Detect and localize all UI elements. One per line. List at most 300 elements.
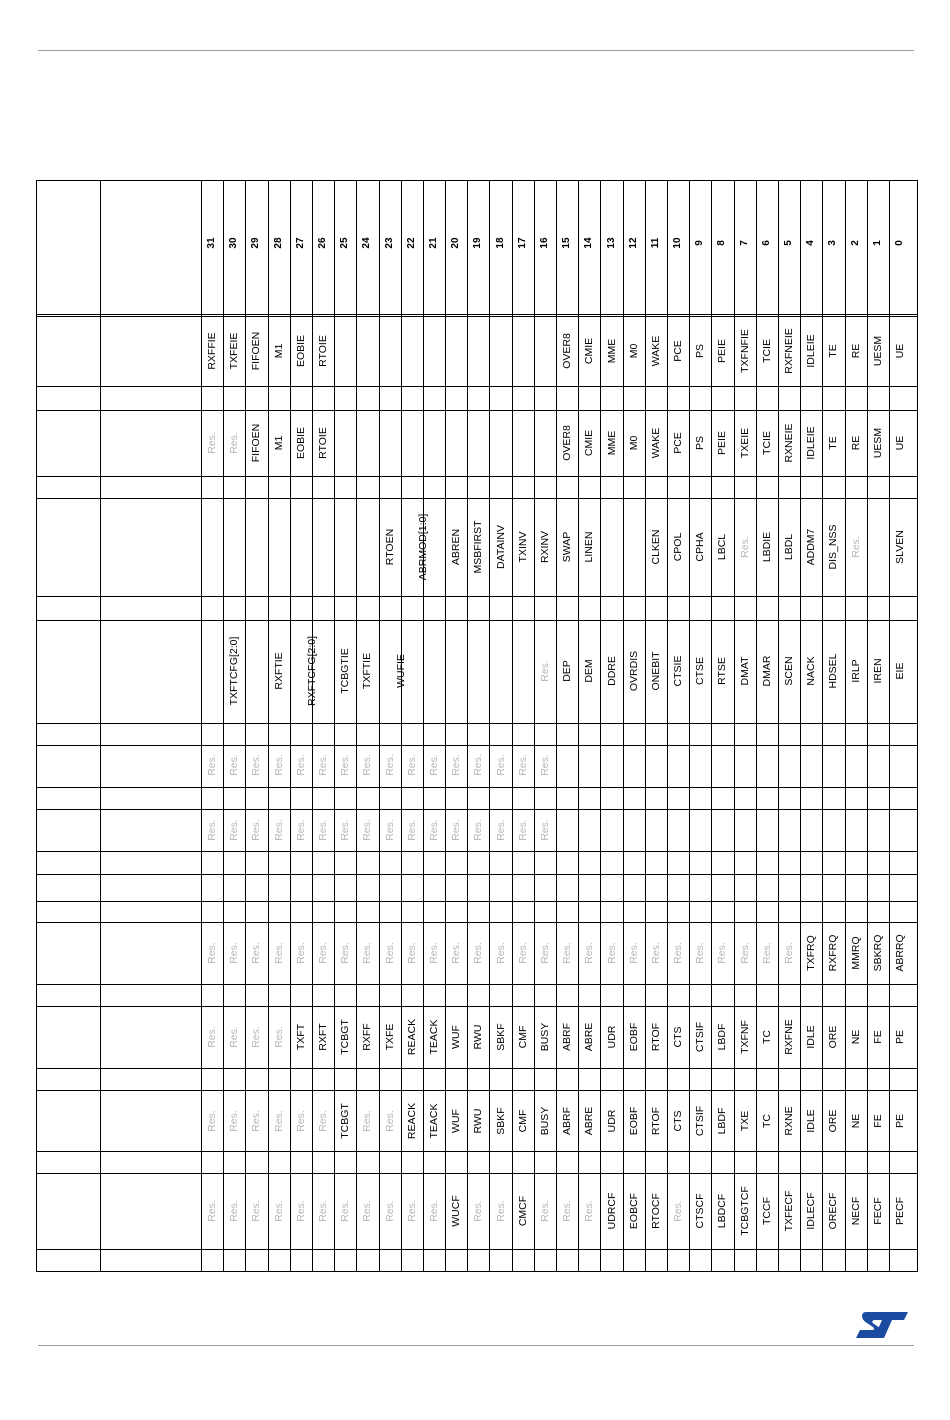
field-name-text: Res.: [649, 942, 662, 964]
field-name-text: WUF: [449, 1025, 462, 1049]
field-name-text: PS: [694, 435, 707, 451]
field-name-text: TC: [760, 1114, 773, 1128]
field-name-text: MSBFIRST: [472, 520, 485, 574]
field-name-text: DMAR: [760, 655, 773, 687]
field-name-text: Res.: [294, 942, 307, 964]
table-rule: [37, 745, 917, 746]
field-name-text: RWU: [472, 1108, 485, 1134]
table-rule: [889, 181, 890, 1271]
table-rule: [512, 181, 513, 1271]
field-name-text: Res.: [427, 942, 440, 964]
bit-number-text: 29: [250, 237, 262, 249]
field-name-text: RWU: [472, 1024, 485, 1050]
field-name-text: CTSIE: [671, 655, 684, 687]
table-rule: [489, 181, 490, 1271]
table-rule: [201, 181, 202, 1271]
bit-number-text: 19: [472, 237, 484, 249]
field-name-text: RTOF: [649, 1022, 662, 1052]
table-rule: [778, 181, 779, 1271]
field-name-text: Res.: [294, 1200, 307, 1222]
field-name-text: HDSEL: [827, 653, 840, 689]
bit-number-text: 7: [738, 240, 750, 246]
field-name-text: CLKEN: [649, 529, 662, 565]
table-rule: [556, 181, 557, 1271]
table-rule: [37, 1068, 917, 1069]
field-name-text: Res.: [205, 432, 218, 454]
field-name-text: PE: [893, 1029, 906, 1045]
bit-number-text: 23: [383, 237, 395, 249]
table-rule: [37, 809, 917, 810]
field-name-text: EOBIE: [294, 334, 307, 368]
field-name-text: Res.: [627, 942, 640, 964]
field-name-text: RTOF: [649, 1106, 662, 1136]
field-name-text: Res.: [228, 1026, 241, 1048]
field-name-text: Res.: [316, 942, 329, 964]
field-name-text: Res.: [316, 1110, 329, 1132]
field-name-text: Res.: [250, 1200, 263, 1222]
field-name-text: RXNEIE: [782, 423, 795, 463]
field-name-text: OVRDIS: [627, 650, 640, 692]
bit-number-text: 28: [272, 237, 284, 249]
field-name-text: CPHA: [694, 532, 707, 562]
bit-number-text: 5: [783, 240, 795, 246]
field-name-text: Res.: [427, 819, 440, 841]
field-name-text: CMF: [516, 1109, 529, 1133]
bit-number-text: 4: [805, 240, 817, 246]
table-rule: [534, 181, 535, 1271]
table-rule: [711, 181, 712, 1271]
field-name-text: Res.: [472, 819, 485, 841]
field-name-text: Res.: [383, 942, 396, 964]
field-name-text: WUFIE: [394, 654, 407, 688]
field-name-text: WAKE: [649, 335, 662, 367]
field-name-text: Res.: [316, 754, 329, 776]
field-name-text: Res.: [294, 1110, 307, 1132]
table-rule: [401, 181, 402, 1271]
field-name-text: RXFFIE: [205, 332, 218, 370]
table-rule: [734, 181, 735, 1271]
field-name-text: Res.: [250, 819, 263, 841]
field-name-text: NE: [849, 1029, 862, 1045]
bit-number-text: 10: [672, 237, 684, 249]
field-name-text: Res.: [671, 1200, 684, 1222]
field-name-text: Res.: [716, 942, 729, 964]
field-name-text: PEIE: [716, 431, 729, 455]
field-name-text: RTOIE: [316, 427, 329, 459]
field-name-text: WUF: [449, 1109, 462, 1133]
field-name-text: UESM: [871, 427, 884, 459]
field-name-text: DDRE: [605, 656, 618, 686]
field-name-text: TXFTIE: [361, 652, 374, 690]
table-rule: [37, 1151, 917, 1152]
table-rule: [37, 1006, 917, 1007]
table-rule: [467, 181, 468, 1271]
field-name-text: Res.: [338, 754, 351, 776]
field-name-text: Res.: [272, 1200, 285, 1222]
field-name-text: TXEIE: [738, 427, 751, 459]
field-name-text: Res.: [560, 1200, 573, 1222]
table-rule: [223, 181, 224, 1271]
field-name-text: ABRMOD[1:0]: [416, 513, 429, 581]
bit-number-text: 0: [893, 240, 905, 246]
field-name-text: SBKF: [494, 1023, 507, 1051]
field-name-text: Res.: [205, 1200, 218, 1222]
field-name-text: CTSCF: [694, 1193, 707, 1229]
field-name-text: DIS_NSS: [827, 524, 840, 570]
bit-number-text: 24: [361, 237, 373, 249]
field-name-text: EIE: [893, 662, 906, 680]
field-name-text: Res.: [272, 754, 285, 776]
field-name-text: Res.: [383, 754, 396, 776]
field-name-text: M0: [627, 343, 640, 359]
field-name-text: CTS: [671, 1110, 684, 1132]
field-name-text: Res.: [250, 1026, 263, 1048]
field-name-text: RXFF: [361, 1023, 374, 1051]
field-name-text: UESM: [871, 335, 884, 367]
field-name-text: CMIE: [583, 429, 596, 457]
field-name-text: RXNE: [782, 1106, 795, 1136]
field-name-text: Res.: [538, 942, 551, 964]
field-name-text: RTOIE: [316, 335, 329, 367]
register-map-table: [36, 180, 918, 1272]
field-name-text: CTSE: [694, 656, 707, 686]
table-rule: [867, 181, 868, 1271]
field-name-text: IDLE: [804, 1109, 817, 1133]
field-name-text: ORE: [827, 1109, 840, 1133]
field-name-text: TCIE: [760, 431, 773, 455]
field-name-text: TCBGT: [338, 1019, 351, 1055]
table-rule: [312, 181, 313, 1271]
field-name-text: LBDCF: [716, 1193, 729, 1229]
field-name-text: Res.: [316, 1200, 329, 1222]
field-name-text: BUSY: [538, 1106, 551, 1136]
field-name-text: Res.: [272, 1110, 285, 1132]
table-rule: [37, 922, 917, 923]
field-name-text: Res.: [338, 1200, 351, 1222]
field-name-text: IDLE: [804, 1025, 817, 1049]
table-rule: [689, 181, 690, 1271]
table-rule: [37, 851, 917, 852]
table-rule: [623, 181, 624, 1271]
field-name-text: CMIE: [583, 337, 596, 365]
field-name-text: PE: [893, 1113, 906, 1129]
field-name-text: Res.: [228, 942, 241, 964]
field-name-text: UE: [893, 343, 906, 359]
table-rule: [37, 316, 917, 317]
field-name-text: Res.: [228, 1200, 241, 1222]
table-rule: [667, 181, 668, 1271]
field-name-text: Res.: [427, 1200, 440, 1222]
field-name-text: Res.: [361, 1110, 374, 1132]
field-name-text: Res.: [228, 432, 241, 454]
field-name-text: Res.: [272, 942, 285, 964]
field-name-text: Res.: [738, 536, 751, 558]
table-rule: [37, 723, 917, 724]
bit-number-text: 16: [538, 237, 550, 249]
field-name-text: IRLP: [849, 659, 862, 683]
field-name-text: Res.: [449, 754, 462, 776]
footer-rule: [38, 1345, 914, 1346]
field-name-text: DMAT: [738, 656, 751, 686]
field-name-text: RTOCF: [649, 1193, 662, 1229]
field-name-text: Res.: [494, 754, 507, 776]
table-rule: [37, 596, 917, 597]
bit-number-text: 3: [827, 240, 839, 246]
field-name-text: TXFNFIE: [738, 329, 751, 373]
st-logo-icon: [852, 1308, 910, 1342]
field-name-text: Res.: [449, 942, 462, 964]
field-name-text: MME: [605, 430, 618, 456]
field-name-text: PS: [694, 343, 707, 359]
field-name-text: Res.: [472, 942, 485, 964]
field-name-text: RXFTIE: [272, 652, 285, 690]
field-name-text: RE: [849, 435, 862, 451]
field-name-text: NACK: [804, 656, 817, 686]
field-name-text: ABRRQ: [893, 934, 906, 972]
field-name-text: IDLEIE: [804, 426, 817, 460]
field-name-text: Res.: [449, 819, 462, 841]
field-name-text: REACK: [405, 1018, 418, 1056]
field-name-text: M1: [272, 435, 285, 451]
field-name-text: PCE: [671, 432, 684, 454]
field-name-text: Res.: [228, 754, 241, 776]
field-name-text: TE: [827, 436, 840, 450]
field-name-text: Res.: [760, 942, 773, 964]
field-name-text: Res.: [205, 819, 218, 841]
table-rule: [37, 314, 917, 315]
field-name-text: Res.: [228, 819, 241, 841]
field-name-text: Res.: [782, 942, 795, 964]
field-name-text: WAKE: [649, 427, 662, 459]
field-name-text: Res.: [583, 942, 596, 964]
field-name-text: TXFRQ: [804, 935, 817, 971]
field-name-text: NE: [849, 1113, 862, 1129]
table-rule: [37, 874, 917, 875]
field-name-text: UDR: [605, 1109, 618, 1133]
table-rule: [356, 181, 357, 1271]
bit-number-text: 25: [339, 237, 351, 249]
bit-number-text: 9: [694, 240, 706, 246]
field-name-text: M1: [272, 343, 285, 359]
table-rule: [334, 181, 335, 1271]
field-name-text: EOBF: [627, 1022, 640, 1052]
field-name-text: Res.: [361, 942, 374, 964]
field-name-text: Res.: [294, 754, 307, 776]
field-name-text: ADDM7: [804, 528, 817, 566]
field-name-text: TXFNF: [738, 1020, 751, 1054]
field-name-text: SBKRQ: [871, 934, 884, 972]
table-rule: [800, 181, 801, 1271]
field-name-text: Res.: [205, 754, 218, 776]
field-name-text: REACK: [405, 1102, 418, 1140]
field-name-text: FIFOEN: [250, 331, 263, 371]
field-name-text: TCBGTCF: [738, 1186, 751, 1236]
field-name-text: Res.: [538, 1200, 551, 1222]
bit-number-text: 14: [583, 237, 595, 249]
field-name-text: DATAINV: [494, 525, 507, 569]
field-name-text: DEM: [583, 659, 596, 683]
field-name-text: Res.: [294, 819, 307, 841]
field-name-text: TXE: [738, 1110, 751, 1132]
field-name-text: OVER8: [560, 333, 573, 369]
field-name-text: LBDF: [716, 1107, 729, 1135]
field-name-text: Res.: [560, 942, 573, 964]
field-name-text: CTS: [671, 1026, 684, 1048]
bit-number-text: 31: [206, 237, 218, 249]
table-rule: [845, 181, 846, 1271]
field-name-text: Res.: [383, 1200, 396, 1222]
table-rule: [578, 181, 579, 1271]
bit-number-text: 1: [871, 240, 883, 246]
field-name-text: TE: [827, 344, 840, 358]
field-name-text: ORE: [827, 1025, 840, 1049]
field-name-text: Res.: [250, 754, 263, 776]
field-name-text: Res.: [405, 819, 418, 841]
table-rule: [37, 498, 917, 499]
bit-number-text: 17: [516, 237, 528, 249]
field-name-text: Res.: [849, 536, 862, 558]
field-name-text: UE: [893, 435, 906, 451]
table-rule: [37, 1173, 917, 1174]
field-name-text: MMRQ: [849, 936, 862, 970]
table-rule: [756, 181, 757, 1271]
field-name-text: ABRF: [560, 1022, 573, 1052]
field-name-text: CMCF: [516, 1195, 529, 1227]
field-name-text: M0: [627, 435, 640, 451]
field-name-text: Res.: [494, 819, 507, 841]
field-name-text: Res.: [538, 660, 551, 682]
field-name-text: Res.: [205, 942, 218, 964]
field-name-text: FE: [871, 1114, 884, 1128]
bit-number-text: 22: [405, 237, 417, 249]
field-name-text: CPOL: [671, 532, 684, 562]
field-name-text: Res.: [361, 819, 374, 841]
bit-number-text: 6: [760, 240, 772, 246]
field-name-text: BUSY: [538, 1022, 551, 1052]
table-rule: [445, 181, 446, 1271]
table-rule: [268, 181, 269, 1271]
field-name-text: ORECF: [827, 1192, 840, 1230]
field-name-text: ABREN: [449, 528, 462, 566]
field-name-text: SLVEN: [893, 530, 906, 564]
field-name-text: TEACK: [427, 1103, 440, 1139]
field-name-text: RE: [849, 343, 862, 359]
field-name-text: Res.: [383, 819, 396, 841]
field-name-text: RXFNE: [782, 1019, 795, 1055]
field-name-text: Res.: [427, 754, 440, 776]
field-name-text: RTOEN: [383, 528, 396, 566]
field-name-text: SWAP: [560, 531, 573, 563]
field-name-text: UDR: [605, 1025, 618, 1049]
field-name-text: RXFT: [316, 1023, 329, 1051]
table-rule: [37, 476, 917, 477]
field-name-text: TXFEIE: [228, 332, 241, 370]
field-name-text: TXFT: [294, 1023, 307, 1051]
field-name-text: PEIE: [716, 339, 729, 363]
field-name-text: Res.: [361, 1200, 374, 1222]
field-name-text: OVER8: [560, 425, 573, 461]
field-name-text: Res.: [738, 942, 751, 964]
field-name-text: RXFNEIE: [782, 328, 795, 374]
field-name-text: MME: [605, 338, 618, 364]
table-rule: [379, 181, 380, 1271]
field-name-text: Res.: [250, 942, 263, 964]
field-name-text: ABRF: [560, 1106, 573, 1136]
field-name-text: IDLEIE: [804, 334, 817, 368]
bit-number-text: 18: [494, 237, 506, 249]
field-name-text: Res.: [516, 942, 529, 964]
table-rule: [37, 901, 917, 902]
field-name-text: Res.: [405, 942, 418, 964]
field-name-text: DEP: [560, 660, 573, 682]
field-name-text: TCBGT: [338, 1103, 351, 1139]
field-name-text: TEACK: [427, 1019, 440, 1055]
bit-number-text: 15: [561, 237, 573, 249]
field-name-text: LINEN: [583, 531, 596, 563]
table-rule: [37, 984, 917, 985]
field-name-text: Res.: [405, 754, 418, 776]
field-name-text: Res.: [494, 1200, 507, 1222]
table-rule: [645, 181, 646, 1271]
field-name-text: Res.: [538, 819, 551, 841]
bit-number-text: 30: [228, 237, 240, 249]
field-name-text: Res.: [694, 942, 707, 964]
bit-number-text: 27: [294, 237, 306, 249]
field-name-text: FE: [871, 1030, 884, 1044]
field-name-text: TCBGTIE: [338, 648, 351, 694]
field-name-text: TXFECF: [782, 1190, 795, 1232]
field-name-text: Res.: [272, 1026, 285, 1048]
field-name-text: Res.: [272, 819, 285, 841]
field-name-text: NECF: [849, 1196, 862, 1226]
field-name-text: LBDL: [782, 533, 795, 561]
bit-number-text: 12: [627, 237, 639, 249]
bit-number-text: 11: [649, 237, 661, 249]
table-rule: [37, 410, 917, 411]
table-rule: [423, 181, 424, 1271]
field-name-text: LBDIE: [760, 531, 773, 563]
field-name-text: EOBIE: [294, 426, 307, 460]
bit-number-text: 20: [450, 237, 462, 249]
field-name-text: ABRE: [583, 1022, 596, 1052]
table-rule: [290, 181, 291, 1271]
bit-number-text: 26: [317, 237, 329, 249]
field-name-text: EOBF: [627, 1106, 640, 1136]
bit-number-text: 8: [716, 240, 728, 246]
table-rule: [600, 181, 601, 1271]
table-rule: [37, 1249, 917, 1250]
bit-number-text: 13: [605, 237, 617, 249]
field-name-text: IDLECF: [804, 1192, 817, 1230]
field-name-text: RXFRQ: [827, 934, 840, 972]
field-name-text: Res.: [405, 1200, 418, 1222]
header-rule: [38, 50, 914, 51]
field-name-text: Res.: [205, 1026, 218, 1048]
table-rule: [245, 181, 246, 1271]
field-name-text: Res.: [383, 1110, 396, 1132]
field-name-text: EOBCF: [627, 1192, 640, 1230]
field-name-text: CTSIF: [694, 1021, 707, 1053]
field-name-text: SCEN: [782, 656, 795, 686]
field-name-text: FIFOEN: [250, 423, 263, 463]
field-name-text: Res.: [250, 1110, 263, 1132]
field-name-text: TXFTCFG[2:0]: [228, 636, 241, 706]
field-name-text: Res.: [516, 754, 529, 776]
bit-number-text: 21: [427, 237, 439, 249]
field-name-text: Res.: [338, 819, 351, 841]
field-name-text: Res.: [228, 1110, 241, 1132]
field-name-text: Res.: [538, 754, 551, 776]
